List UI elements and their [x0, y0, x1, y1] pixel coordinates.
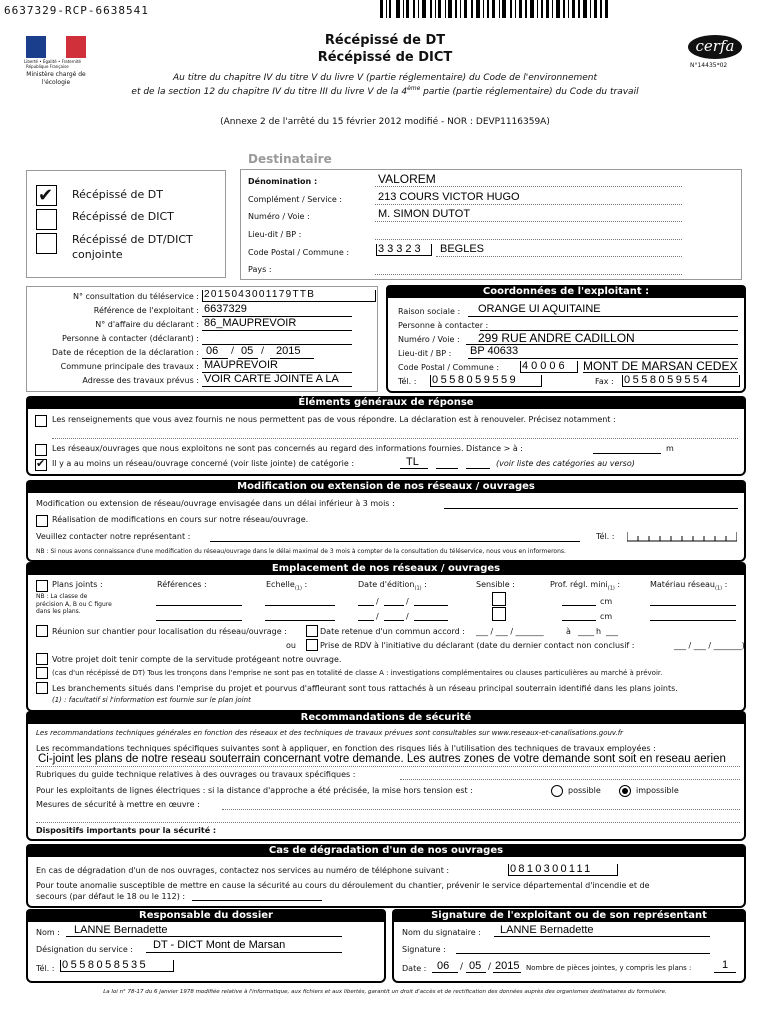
- ou-label: ou: [286, 641, 296, 650]
- reunion-chantier-text: Réunion sur chantier pour localisation du réseau/ouvrage :: [52, 627, 287, 636]
- hour-blank: ____: [578, 627, 594, 636]
- renseignements-checkbox[interactable]: [35, 415, 47, 427]
- logo-motto: Liberté • Égalité • Fraternité: [24, 59, 81, 64]
- classe-precision-note: NB : La classe de précision A, B ou C figure dans les plans.: [36, 593, 112, 615]
- facultatif-footnote: (1) : facultatif si l'information est fournie sur le plan joint: [52, 696, 251, 704]
- tel-exploitant-label: Tél. :: [398, 377, 417, 386]
- modification-nb: NB : Si nous avons connaissance d'une modification du réseau/ouvrage dans le délai maximal de 3 mois à compter de la consultation du téléservice, nous vous en informerons.: [36, 548, 566, 555]
- commune-travaux-value[interactable]: MAUPREVOIR: [204, 359, 278, 371]
- modifications-en-cours-checkbox[interactable]: [36, 515, 48, 527]
- date-separator: /: [406, 612, 409, 621]
- impossible-label: impossible: [636, 786, 679, 795]
- code-postal-value[interactable]: 33323: [378, 243, 424, 255]
- echelle-label: Echelle$_{(1)}$ :: [266, 580, 308, 592]
- adresse-travaux-label: Adresse des travaux prévus :: [82, 376, 199, 385]
- annex-reference: (Annexe 2 de l'arrêté du 15 février 2012 modifié - NOR : DEVP1116359A): [220, 117, 550, 127]
- check-mark-icon: ✔: [38, 185, 54, 206]
- responsable-heading: Responsable du dossier: [26, 909, 386, 922]
- date-blank: ___ / ___ / _______: [476, 627, 544, 636]
- signature-date-year[interactable]: 2015: [495, 960, 520, 972]
- numero-exploitant-value[interactable]: 299 RUE ANDRE CADILLON: [478, 331, 635, 345]
- date-retenue-checkbox[interactable]: [306, 625, 318, 637]
- commune-travaux-label: Commune principale des travaux :: [60, 362, 199, 371]
- signature-date-month[interactable]: 05: [469, 960, 482, 972]
- date-reception-day[interactable]: 06: [206, 345, 219, 357]
- reunion-chantier-checkbox[interactable]: [36, 625, 48, 637]
- prof-label: Prof. régl. mini$_{(1)}$ :: [550, 580, 621, 592]
- ministry-name: Ministère chargé de l'écologie: [26, 71, 86, 86]
- securite-general-text: Les recommandations techniques générales en fonction des réseaux et des techniques de travaux prévues sont consultables sur www.reseaux-et-canalisations.gouv.fr: [36, 729, 624, 737]
- prise-rdv-text: Prise de RDV à l'initiative du déclarant (date du dernier contact non conclusif :: [320, 641, 635, 650]
- signature-date-label: Date :: [402, 964, 427, 973]
- consultation-number-value[interactable]: 2015043001179TTB: [204, 289, 316, 300]
- degradation-text: En cas de dégradation d'un de nos ouvrages, contactez nos services au numéro de téléphone suivant :: [36, 866, 450, 875]
- emplacement-heading: Emplacement de nos réseaux / ouvrages: [26, 562, 746, 575]
- degradation-phone-value[interactable]: 0810300111: [510, 863, 593, 875]
- lieudit-exploitant-value[interactable]: BP 40633: [470, 345, 519, 357]
- recepisse-dict-label: Récépissé de DICT: [72, 210, 174, 223]
- securite-specific-intro: Les recommandations techniques spécifiques suivantes sont à appliquer, en fonction des risques liés à l'utilisation des techniques de travaux employées :: [36, 744, 656, 753]
- document-reference: 6637329-RCP-6638541: [4, 4, 149, 17]
- troncons-checkbox[interactable]: [36, 667, 48, 679]
- recepisse-dt-label: Récépissé de DT: [72, 188, 163, 201]
- cerfa-number: N°14435*02: [690, 62, 728, 69]
- commune-value[interactable]: BEGLES: [440, 243, 485, 255]
- date-separator: /: [231, 346, 235, 356]
- elements-heading: Éléments généraux de réponse: [26, 396, 746, 409]
- dispositifs-text: Dispositifs importants pour la sécurité :: [36, 826, 217, 835]
- consultation-number-label: N° consultation du téléservice :: [72, 292, 199, 301]
- intro-line-2: et de la section 12 du chapitre IV du titre III du livre V de la 4ème partie (partie réglementaire) du Code du travail: [131, 85, 639, 97]
- barcode: [380, 0, 610, 18]
- contact-representant-text: Veuillez contacter notre représentant :: [36, 532, 191, 541]
- affaire-value[interactable]: 86_MAUPREVOIR: [204, 317, 297, 329]
- servitude-checkbox[interactable]: [36, 653, 48, 665]
- date-separator: /: [376, 597, 379, 606]
- numero-label: Numéro / Voie :: [248, 212, 310, 221]
- logo-republique: République Française: [26, 64, 69, 69]
- minute-blank: ___: [606, 627, 618, 636]
- pays-label: Pays :: [248, 265, 272, 274]
- lignes-electriques-text: Pour les exploitants de lignes électriques : si la distance d'approche a été précisée, la mise hors tension est :: [36, 786, 473, 795]
- sensible-label: Sensible :: [476, 580, 515, 589]
- denomination-value[interactable]: VALOREM: [378, 172, 436, 186]
- mesures-text: Mesures de sécurité à mettre en œuvre :: [36, 800, 200, 809]
- commune-exploitant-value[interactable]: MONT DE MARSAN CEDEX: [583, 359, 738, 372]
- numero-value[interactable]: M. SIMON DUTOT: [378, 208, 471, 220]
- non-concernes-checkbox[interactable]: [35, 444, 47, 456]
- title-dict: Récépissé de DICT: [317, 50, 453, 65]
- fax-exploitant-value[interactable]: 0558059554: [624, 374, 711, 386]
- recepisse-conjointe-label: Récépissé de DT/DICT conjointe: [72, 233, 193, 261]
- date-reception-label: Date de réception de la déclaration :: [52, 348, 199, 357]
- denomination-label: Dénomination :: [248, 177, 318, 186]
- cm-unit-1: cm: [600, 597, 613, 606]
- securite-heading: Recommandations de sécurité: [26, 711, 746, 724]
- tel-exploitant-value[interactable]: 0558059559: [432, 374, 519, 386]
- cp-exploitant-value[interactable]: 40006: [522, 360, 568, 372]
- pieces-jointes-value[interactable]: 1: [722, 959, 729, 971]
- troncons-text: (cas d'un récépissé de DT) Tous les tronçons dans l'emprise ne sont pas en totalité de classe A : investigations complémentaires ou clauses particulières au marché à prévoir.: [52, 669, 663, 677]
- code-postal-label: Code Postal / Commune :: [248, 248, 350, 257]
- lieudit-exploitant-label: Lieu-dit / BP :: [398, 349, 452, 358]
- date-separator: /: [261, 346, 265, 356]
- branchements-text: Les branchements situés dans l'emprise du projet et pourvus d'affleurant sont tous rattachés à un réseau principal souterrain identifié dans les plans joints.: [52, 684, 678, 693]
- date-reception-month[interactable]: 05: [241, 345, 254, 357]
- modification-delay-text: Modification ou extension de réseau/ouvrage envisagée dans un délai inférieur à 3 mois :: [36, 499, 395, 508]
- date-separator: /: [376, 612, 379, 621]
- representant-tel-label: Tél. :: [596, 532, 615, 541]
- designation-label: Désignation du service :: [36, 945, 133, 954]
- lieudit-label: Lieu-dit / BP :: [248, 230, 302, 239]
- signature-label: Signature :: [402, 945, 446, 954]
- secours-text: secours (par défaut le 18 ou le 112) :: [36, 892, 186, 901]
- prise-rdv-checkbox[interactable]: [306, 639, 318, 651]
- signataire-label: Nom du signataire :: [402, 928, 481, 937]
- category-note: (voir liste des catégories au verso): [496, 459, 635, 468]
- responsable-nom-value[interactable]: LANNE Bernadette: [74, 924, 168, 936]
- exploitant-heading: Coordonnées de l'exploitant :: [386, 285, 746, 298]
- signature-heading: Signature de l'exploitant ou de son représentant: [392, 909, 746, 922]
- contact-declarant-label: Personne à contacter (déclarant) :: [62, 334, 199, 343]
- plans-joints-label: Plans joints :: [52, 580, 103, 589]
- securite-specific-value[interactable]: Ci-joint les plans de notre reseau souterrain concernant votre demande. Les autres zones de votre demande sont soit en reseau aerien: [38, 753, 726, 765]
- signature-date-day[interactable]: 06: [437, 960, 450, 972]
- sensible-checkbox-2[interactable]: [492, 607, 506, 621]
- raison-sociale-label: Raison sociale :: [398, 307, 461, 316]
- date-separator: /: [488, 962, 492, 972]
- non-concernes-text: Les réseaux/ouvrages que nous exploitons ne sont pas concernés au regard des informations fournies. Distance > à :: [52, 444, 523, 453]
- fax-exploitant-label: Fax :: [595, 377, 614, 386]
- check-mark-icon: ✔: [36, 457, 46, 470]
- intro-line-1: Au titre du chapitre IV du titre V du livre V (partie réglementaire) du Code de l'environnement: [172, 73, 598, 83]
- exploitant-ref-label: Référence de l'exploitant :: [93, 306, 199, 315]
- servitude-text: Votre projet doit tenir compte de la servitude protégeant notre ouvrage.: [52, 655, 342, 664]
- responsable-tel-value[interactable]: 0558058535: [62, 959, 149, 971]
- h-label: h: [596, 627, 602, 636]
- date-blank: ___ / ___ / _______): [674, 641, 745, 650]
- responsable-nom-label: Nom :: [36, 928, 60, 937]
- concerne-text: Il y a au moins un réseau/ouvrage concerné (voir liste jointe) de catégorie :: [52, 459, 355, 468]
- date-separator: /: [406, 597, 409, 606]
- materiau-label: Matériau réseau$_{(1)}$ :: [650, 580, 728, 592]
- a-label: à: [566, 627, 571, 636]
- responsable-tel-label: Tél. :: [36, 964, 55, 973]
- plans-joints-checkbox[interactable]: [36, 580, 48, 592]
- securite-specific-clip: [36, 753, 740, 767]
- branchements-checkbox[interactable]: [36, 682, 48, 694]
- distance-unit: m: [666, 444, 674, 453]
- footer-legal: La loi n° 78-17 du 6 janvier 1978 modifiée relative à l'informatique, aux fichiers et aux libertés, garantit un droit d'accès et de rectification des données auprès des organismes destinataires du formulaire.: [103, 989, 667, 995]
- designation-value[interactable]: DT - DICT Mont de Marsan: [153, 939, 286, 951]
- anomalie-text: Pour toute anomalie susceptible de mettre en cause la sécurité au cours du déroulement du chantier, prévenir le service départemental d'incendie et de: [36, 881, 650, 890]
- complement-value[interactable]: 213 COURS VICTOR HUGO: [378, 191, 520, 203]
- adresse-travaux-value[interactable]: VOIR CARTE JOINTE A LA: [204, 373, 339, 385]
- destinataire-heading: Destinataire: [248, 152, 332, 166]
- degradation-heading: Cas de dégradation d'un de nos ouvrages: [26, 844, 746, 857]
- renseignements-text: Les renseignements que vous avez fournis ne nous permettent pas de vous répondre. La déclaration est à renouveler. Précisez notamment :: [52, 415, 616, 424]
- representant-tel-comb[interactable]: [627, 530, 737, 542]
- cm-unit-2: cm: [600, 612, 613, 621]
- recepisse-conjointe-checkbox[interactable]: [36, 233, 57, 254]
- modification-heading: Modification ou extension de nos réseaux / ouvrages: [26, 480, 746, 493]
- modifications-en-cours-text: Réalisation de modifications en cours sur notre réseau/ouvrage.: [52, 515, 309, 524]
- recepisse-dict-checkbox[interactable]: [36, 209, 57, 230]
- possible-radio[interactable]: [551, 785, 563, 797]
- affaire-label: N° d'affaire du déclarant :: [95, 320, 199, 329]
- title-dt: Récépissé de DT: [324, 33, 446, 48]
- rubriques-text: Rubriques du guide technique relatives à des ouvrages ou travaux spécifiques :: [36, 770, 356, 779]
- contact-exploitant-label: Personne à contacter :: [398, 321, 489, 330]
- references-label: Références :: [157, 580, 207, 589]
- complement-label: Complément / Service :: [248, 195, 343, 204]
- date-reception-year[interactable]: 2015: [276, 345, 301, 357]
- raison-sociale-value[interactable]: ORANGE UI AQUITAINE: [478, 303, 601, 315]
- signataire-value[interactable]: LANNE Bernadette: [500, 924, 594, 936]
- category-value[interactable]: TL: [406, 456, 419, 468]
- impossible-radio-dot: [622, 788, 628, 794]
- commune-exploitant-clip: [583, 359, 738, 372]
- date-separator: /: [460, 962, 464, 972]
- cerfa-logo: cerfa: [688, 35, 742, 59]
- date-retenue-text: Date retenue d'un commun accord :: [320, 627, 465, 636]
- cp-exploitant-label: Code Postal / Commune :: [398, 363, 500, 372]
- date-edition-label: Date d'édition$_{(1)}$ :: [358, 580, 427, 592]
- possible-label: possible: [568, 786, 601, 795]
- sensible-checkbox-1[interactable]: [492, 592, 506, 606]
- exploitant-ref-value[interactable]: 6637329: [204, 303, 247, 315]
- pieces-jointes-label: Nombre de pièces jointes, y compris les plans :: [526, 964, 692, 972]
- numero-exploitant-label: Numéro / Voie :: [398, 335, 460, 344]
